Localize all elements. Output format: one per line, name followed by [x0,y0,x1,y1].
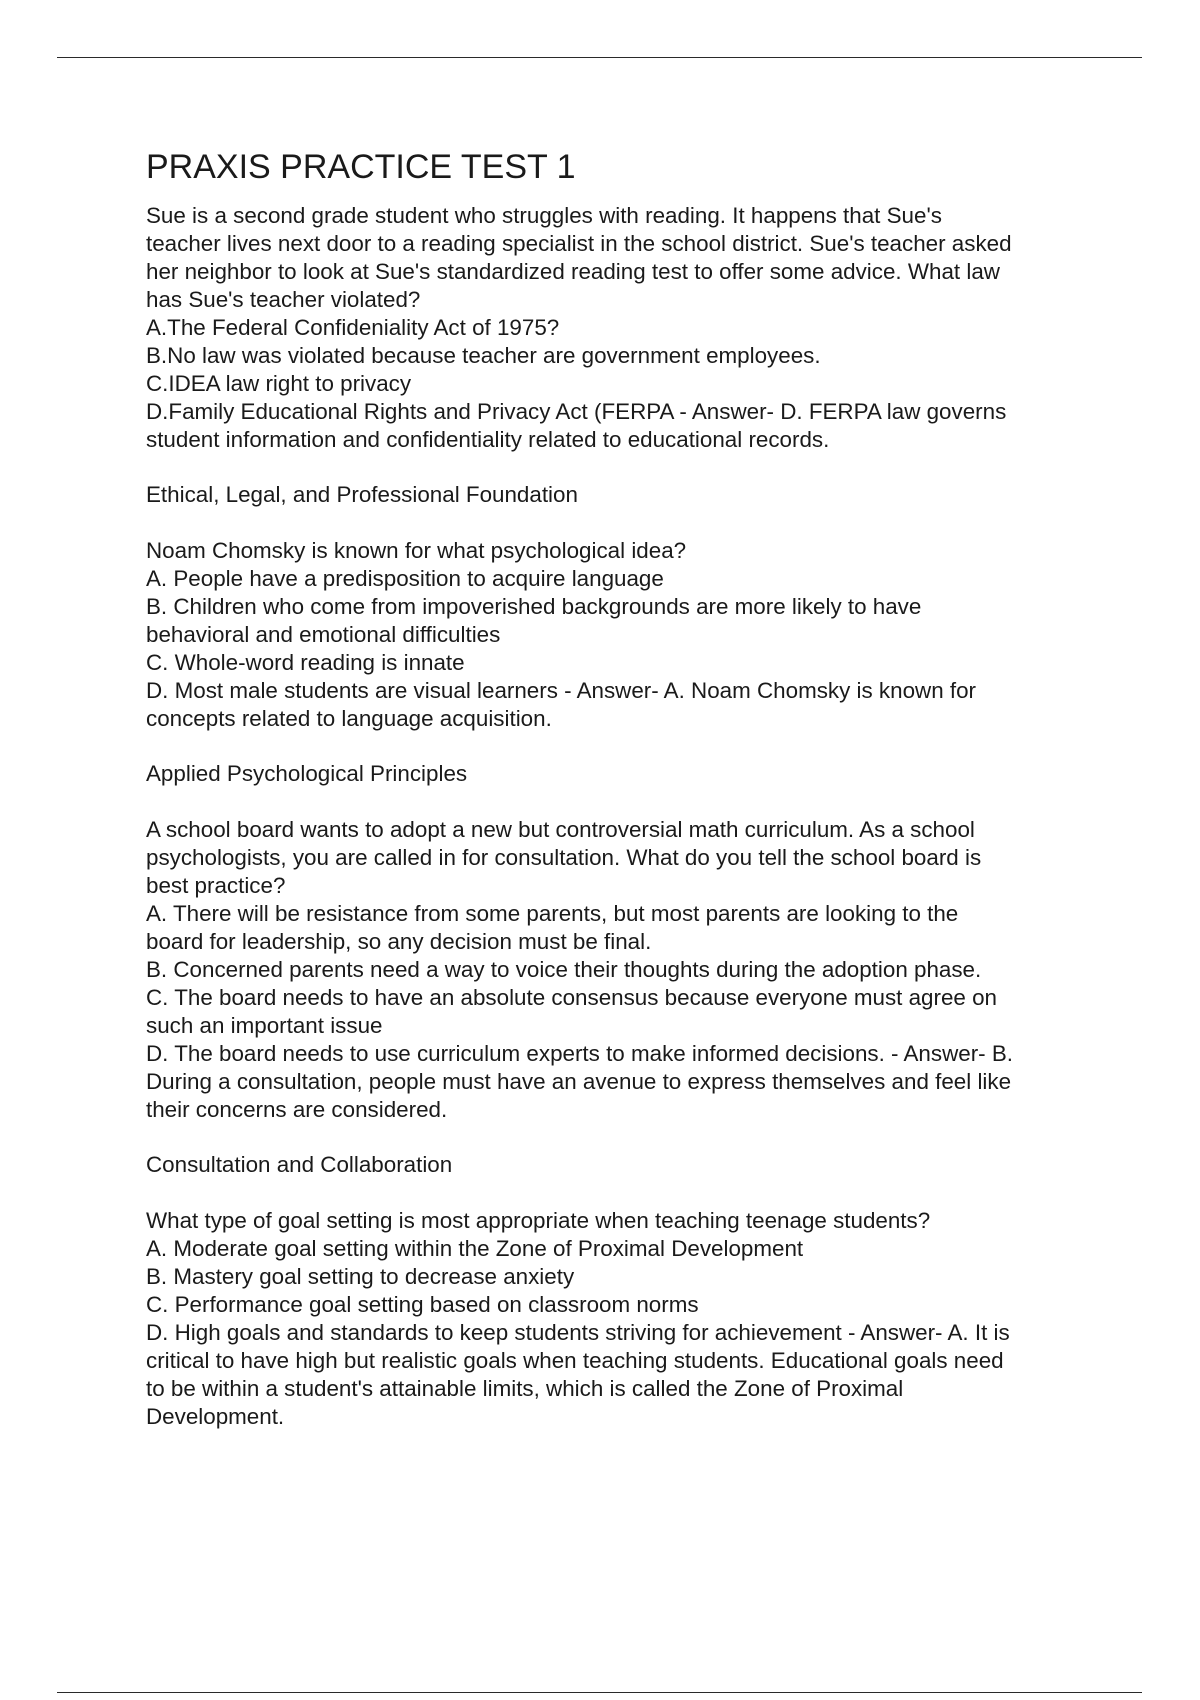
question-line: B. Mastery goal setting to decrease anxiety [146,1264,575,1289]
question-line: During a consultation, people must have an avenue to express themselves and feel like [146,1069,1012,1094]
question-line: Noam Chomsky is known for what psychological idea? [146,538,687,563]
question-line: board for leadership, so any decision must be final. [146,929,652,954]
question-line: D. High goals and standards to keep students striving for achievement - Answer- A. It is [146,1320,1010,1345]
question-line: B.No law was violated because teacher are government employees. [146,343,821,368]
question-line: behavioral and emotional difficulties [146,622,501,647]
question-line: B. Children who come from impoverished backgrounds are more likely to have [146,594,922,619]
question-line: their concerns are considered. [146,1097,448,1122]
question-line: B. Concerned parents need a way to voice their thoughts during the adoption phase. [146,957,982,982]
question-line: A. Moderate goal setting within the Zone of Proximal Development [146,1236,804,1261]
question-line: D. The board needs to use curriculum experts to make informed decisions. - Answer- B. [146,1041,1013,1066]
question-list [146,202,1106,1431]
bottom-rule [57,1692,1142,1693]
page-title: PRAXIS PRACTICE TEST 1 [146,148,576,186]
question-line: has Sue's teacher violated? [146,287,421,312]
question-line: D. Most male students are visual learners - Answer- A. Noam Chomsky is known for [146,678,976,703]
question-line: best practice? [146,873,286,898]
question-line: Development. [146,1404,285,1429]
question-line: her neighbor to look at Sue's standardized reading test to offer some advice. What law [146,259,1000,284]
question-line: such an important issue [146,1013,383,1038]
question-line: A school board wants to adopt a new but controversial math curriculum. As a school [146,817,975,842]
question-line: to be within a student's attainable limits, which is called the Zone of Proximal [146,1376,904,1401]
question-block [146,202,1106,454]
question-line: C. The board needs to have an absolute consensus because everyone must agree on [146,985,997,1010]
question-block [146,816,1106,1124]
question-line: Sue is a second grade student who struggles with reading. It happens that Sue's [146,203,942,228]
question-line: C. Performance goal setting based on classroom norms [146,1292,699,1317]
question-line: critical to have high but realistic goals when teaching students. Educational goals need [146,1348,1004,1373]
category-label: Ethical, Legal, and Professional Foundation [146,482,578,507]
category-label: Consultation and Collaboration [146,1152,453,1177]
top-rule [57,57,1142,58]
question-line: C. Whole-word reading is innate [146,650,465,675]
question-line: teacher lives next door to a reading specialist in the school district. Sue's teacher asked [146,231,1012,256]
question-line: student information and confidentiality related to educational records. [146,427,830,452]
question-line: A. People have a predisposition to acquire language [146,566,664,591]
question-line: A.The Federal Confideniality Act of 1975? [146,315,560,340]
question-line: C.IDEA law right to privacy [146,371,412,396]
question-line: What type of goal setting is most appropriate when teaching teenage students? [146,1208,931,1233]
question-line: concepts related to language acquisition. [146,706,552,731]
question-line: D.Family Educational Rights and Privacy Act (FERPA - Answer- D. FERPA law governs [146,399,1007,424]
document-body [146,142,1106,1431]
question-block [146,537,1106,733]
question-block [146,1207,1106,1431]
question-line: A. There will be resistance from some parents, but most parents are looking to the [146,901,959,926]
category-label: Applied Psychological Principles [146,761,468,786]
question-line: psychologists, you are called in for consultation. What do you tell the school board is [146,845,982,870]
